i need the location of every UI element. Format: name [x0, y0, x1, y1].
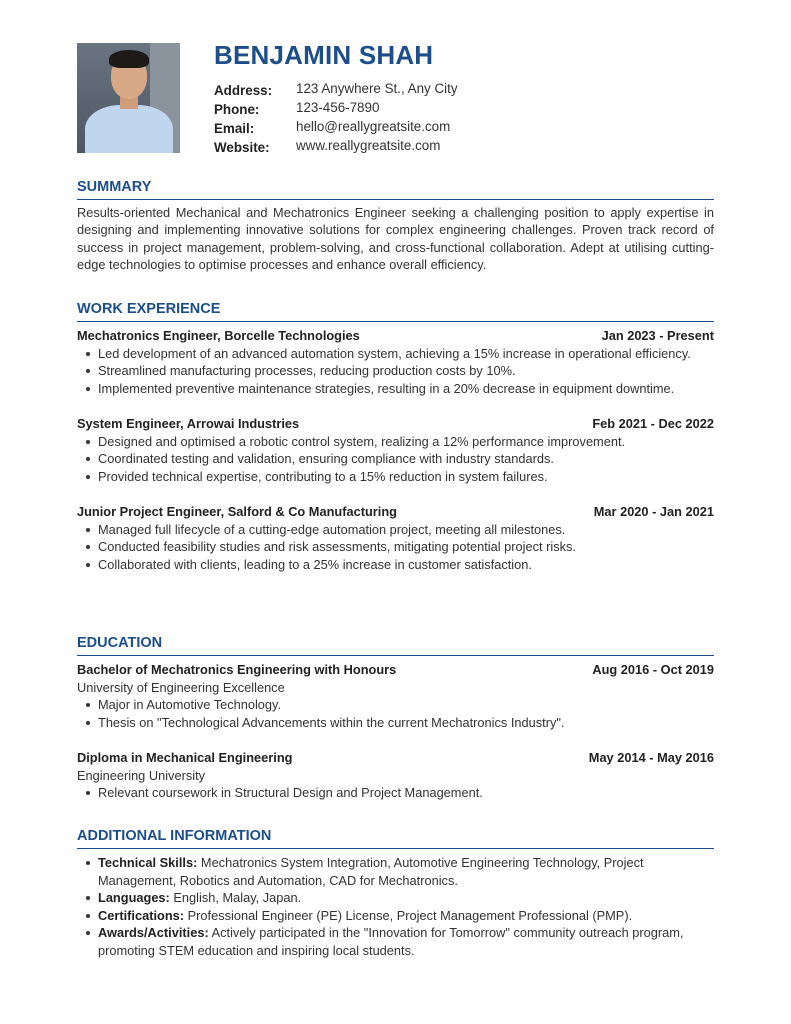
list-item: Implemented preventive maintenance strategies, resulting in a 20% decrease in equipment downtime. [77, 380, 714, 398]
job-header [77, 327, 714, 345]
list-item: Conducted feasibility studies and risk assessments, mitigating potential project risks. [77, 538, 714, 556]
profile-photo [77, 43, 180, 153]
contact-website [214, 138, 614, 157]
job-header [77, 415, 714, 433]
education-dates: Aug 2016 - Oct 2019 [592, 662, 714, 677]
contact-label: Website: [214, 140, 270, 155]
list-item: Provided technical expertise, contributing to a 15% reduction in system failures. [77, 468, 714, 486]
contact-value: hello@reallygreatsite.com [296, 119, 451, 134]
item-label: Technical Skills: [98, 855, 198, 870]
job-entry [77, 503, 714, 573]
degree: Diploma in Mechanical Engineering [77, 750, 293, 765]
job-bullets [77, 433, 714, 486]
item-label: Awards/Activities: [98, 925, 209, 940]
work-experience-section [77, 300, 714, 573]
list-item: Led development of an advanced automation system, achieving a 15% increase in operational efficiency. [77, 345, 714, 363]
list-item: Managed full lifecycle of a cutting-edge automation project, meeting all milestones. [77, 521, 714, 539]
summary-text: Results-oriented Mechanical and Mechatronics Engineer seeking a challenging position to apply expertise in designing and implementing innovative solutions for complex engineering challenges. Proven track record of success in project management, problem-solving, and cross-functional collaboration. Adept at utilising cutting-edge technologies to optimise processes and enhance overall efficiency. [77, 205, 714, 272]
job-entry [77, 327, 714, 397]
list-item: Streamlined manufacturing processes, reducing production costs by 10%. [77, 362, 714, 380]
section-title: SUMMARY [77, 178, 714, 200]
additional-list [77, 854, 714, 959]
education-entry [77, 749, 714, 802]
job-role: System Engineer, Arrowai Industries [77, 416, 300, 431]
section-title: ADDITIONAL INFORMATION [77, 827, 714, 849]
list-item: Collaborated with clients, leading to a 25% increase in customer satisfaction. [77, 556, 714, 574]
job-dates: Feb 2021 - Dec 2022 [592, 416, 714, 431]
list-item [77, 924, 714, 959]
list-item: Major in Automotive Technology. [77, 696, 714, 714]
item-text: English, Malay, Japan. [173, 890, 302, 905]
education-header [77, 749, 714, 767]
additional-info-section [77, 827, 714, 959]
candidate-name: BENJAMIN SHAH [214, 40, 434, 70]
contact-label: Phone: [214, 102, 260, 117]
job-dates: Jan 2023 - Present [601, 328, 714, 343]
list-item: Coordinated testing and validation, ensuring compliance with industry standards. [77, 450, 714, 468]
education-entry [77, 661, 714, 731]
list-item: Relevant coursework in Structural Design and Project Management. [77, 784, 714, 802]
item-label: Languages: [98, 890, 170, 905]
section-title: WORK EXPERIENCE [77, 300, 714, 322]
section-title: EDUCATION [77, 634, 714, 656]
job-role: Mechatronics Engineer, Borcelle Technologies [77, 328, 360, 343]
contact-info [214, 81, 614, 157]
contact-label: Address: [214, 83, 273, 98]
list-item [77, 907, 714, 925]
contact-address [214, 81, 614, 100]
degree: Bachelor of Mechatronics Engineering with Honours [77, 662, 397, 677]
education-bullets [77, 784, 714, 802]
contact-label: Email: [214, 121, 255, 136]
job-bullets [77, 521, 714, 574]
contact-value: 123-456-7890 [296, 100, 380, 115]
job-role: Junior Project Engineer, Salford & Co Manufacturing [77, 504, 397, 519]
contact-value: 123 Anywhere St., Any City [296, 81, 458, 96]
job-header [77, 503, 714, 521]
item-text: Mechatronics System Integration, Automotive Engineering Technology, Project Management, Robotics and Automation, CAD for Mechatronics. [98, 855, 644, 888]
school-name: University of Engineering Excellence [77, 679, 285, 695]
item-label: Certifications: [98, 907, 185, 923]
list-item: Thesis on "Technological Advancements within the current Mechatronics Industry". [77, 714, 714, 732]
summary-section [77, 178, 714, 273]
job-dates: Mar 2020 - Jan 2021 [593, 504, 714, 519]
education-bullets [77, 696, 714, 731]
item-text: Professional Engineer (PE) License, Project Management Professional (PMP). [187, 907, 633, 923]
list-item: Designed and optimised a robotic control system, realizing a 12% performance improvement. [77, 433, 714, 451]
job-entry [77, 415, 714, 485]
item-text: Actively participated in the "Innovation for Tomorrow" community outreach program, promoting STEM education and inspiring local students. [98, 925, 684, 958]
school-name: Engineering University [77, 767, 206, 783]
list-item [77, 889, 714, 907]
list-item [77, 854, 714, 889]
contact-value: www.reallygreatsite.com [296, 138, 441, 153]
education-dates: May 2014 - May 2016 [588, 750, 714, 765]
education-section [77, 634, 714, 802]
job-bullets [77, 345, 714, 398]
education-header [77, 661, 714, 679]
